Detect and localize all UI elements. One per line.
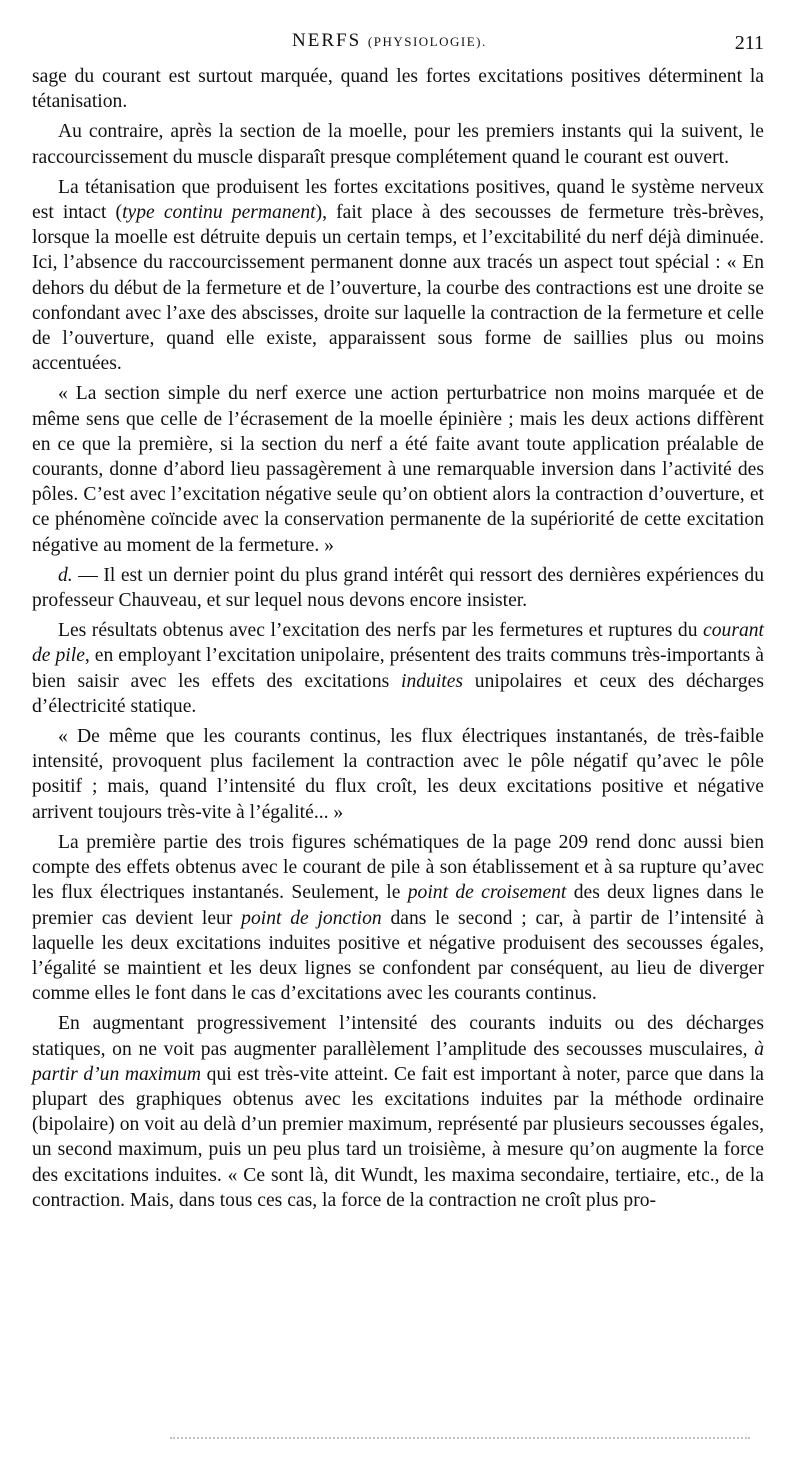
italic-text: induites xyxy=(401,670,464,692)
text-run: dans le second ; car, à partir de l’intensité à laquelle les deux excitations induites positive et négative produisent des secousses égales, l’égalité se maintient et les deux lignes se confondent par conséquent, au lieu de diverger comme elles le font dans le cas d’excitations avec les courants continus. xyxy=(32,907,764,1005)
text-run: Les résultats obtenus avec l’excitation des nerfs par les fermetures et ruptures du xyxy=(58,620,704,642)
italic-text: à partir d’un maximum xyxy=(32,1038,764,1085)
paragraph: Au contraire, après la section de la moelle, pour les premiers instants qui la suivent, le raccourcissement du muscle disparaît presque complétement quand le courant est ouvert. xyxy=(32,121,764,168)
italic-text: point de jonction xyxy=(241,907,382,929)
paragraph: sage du courant est surtout marquée, quand les fortes excitations positives déterminent la tétanisation. xyxy=(32,66,764,113)
italic-text: type continu permanent xyxy=(122,202,316,224)
italic-text: d. xyxy=(58,564,73,586)
page-number: 211 xyxy=(734,32,764,54)
text-run: La tétanisation que produisent les fortes excitations positives, quand le système nerveux est intact ( xyxy=(32,176,764,224)
text-run: , en employant l’excitation unipolaire, présentent des traits communs très-importants à bien saisir avec les effets des excitations xyxy=(32,645,764,692)
paragraph xyxy=(32,830,764,1006)
paragraph xyxy=(32,1011,764,1213)
text-run: qui est très-vite atteint. Ce fait est important à noter, parce que dans la plupart des graphiques obtenus avec les excitations induites par la méthode ordinaire (bipolaire) on voit au delà d’un premier maximum, représenté par plusieurs secousses égales, un second maximum, puis un peu plus tard un troisième, à mesure qu’on augmente la force des excitations induites. « Ce sont là, dit Wundt, les maxima secondaire, tertiaire, etc., de la contraction. Mais, dans tous ces cas, la force de la contraction ne croît plus pro- xyxy=(32,1063,764,1211)
footer-print-marks xyxy=(170,1437,750,1443)
header-title: NERFS xyxy=(292,30,362,51)
text-run: En augmentant progressivement l’intensité des courants induits ou des décharges statiques, on ne voit pas augmenter parallèlement l’amplitude des secousses musculaires, xyxy=(32,1013,764,1060)
running-title xyxy=(292,30,487,52)
text-run: ), fait place à des secousses de fermeture très-brèves, lorsque la moelle est détruite depuis un certain temps, et l’excitabilité du nerf déjà diminuée. Ici, l’absence du raccourcissement permanent donne aux tracés un aspect tout spécial : « En dehors du début de la fermeture et de l’ouverture, la courbe des contractions est une droite se confondant avec l’axe des abscisses, droite sur laquelle la contraction de la fermeture et celle de l’ouverture, quand elle existe, apparaissent sous forme de saillies plus ou moins accentuées. xyxy=(32,202,765,375)
italic-text: point de croisement xyxy=(407,882,567,904)
text-run: La première partie des trois figures schématiques de la page 209 rend donc aussi bien compte des effets obtenus avec le courant de pile à son établissement et à sa rupture qu’avec les flux électriques instantanés. Seulement, le xyxy=(32,831,764,904)
running-header xyxy=(0,30,800,56)
italic-text: courant de pile xyxy=(32,620,764,667)
paragraph: « La section simple du nerf exerce une action perturbatrice non moins marquée et de même sens que celle de l’écrasement de la moelle épinière ; mais les deux actions diffèrent en ce que la première, si la section du nerf a été faite avant toute application préalable de courants, donne d’abord lieu passagèrement à une remarquable inversion dans l’activité des pôles. C’est avec l’excitation négative seule qu’on obtient alors la contraction d’ouverture, et ce phénomène coïncide avec la conservation permanente de la supériorité de cette excitation négative au moment de la fermeture. » xyxy=(32,383,764,556)
text-run: — Il est un dernier point du plus grand intérêt qui ressort des dernières expériences du professeur Chauveau, et sur lequel nous devons encore insister. xyxy=(32,564,764,612)
body-text xyxy=(32,64,764,1213)
text-run: unipolaires et ceux des décharges d’électricité statique. xyxy=(32,670,764,717)
paragraph xyxy=(32,563,764,613)
text-run: des deux lignes dans le premier cas devient leur xyxy=(32,882,764,929)
header-subtitle: (PHYSIOLOGIE). xyxy=(367,34,487,49)
paragraph xyxy=(32,618,764,719)
paragraph: « De même que les courants continus, les flux électriques instantanés, de très-faible intensité, provoquent plus facilement la contraction avec le pôle négatif qu’avec le pôle positif ; mais, quand l’intensité du flux croît, les deux excitations positive et négative arrivent toujours très-vite à l’égalité... » xyxy=(32,726,764,823)
paragraph xyxy=(32,175,764,377)
